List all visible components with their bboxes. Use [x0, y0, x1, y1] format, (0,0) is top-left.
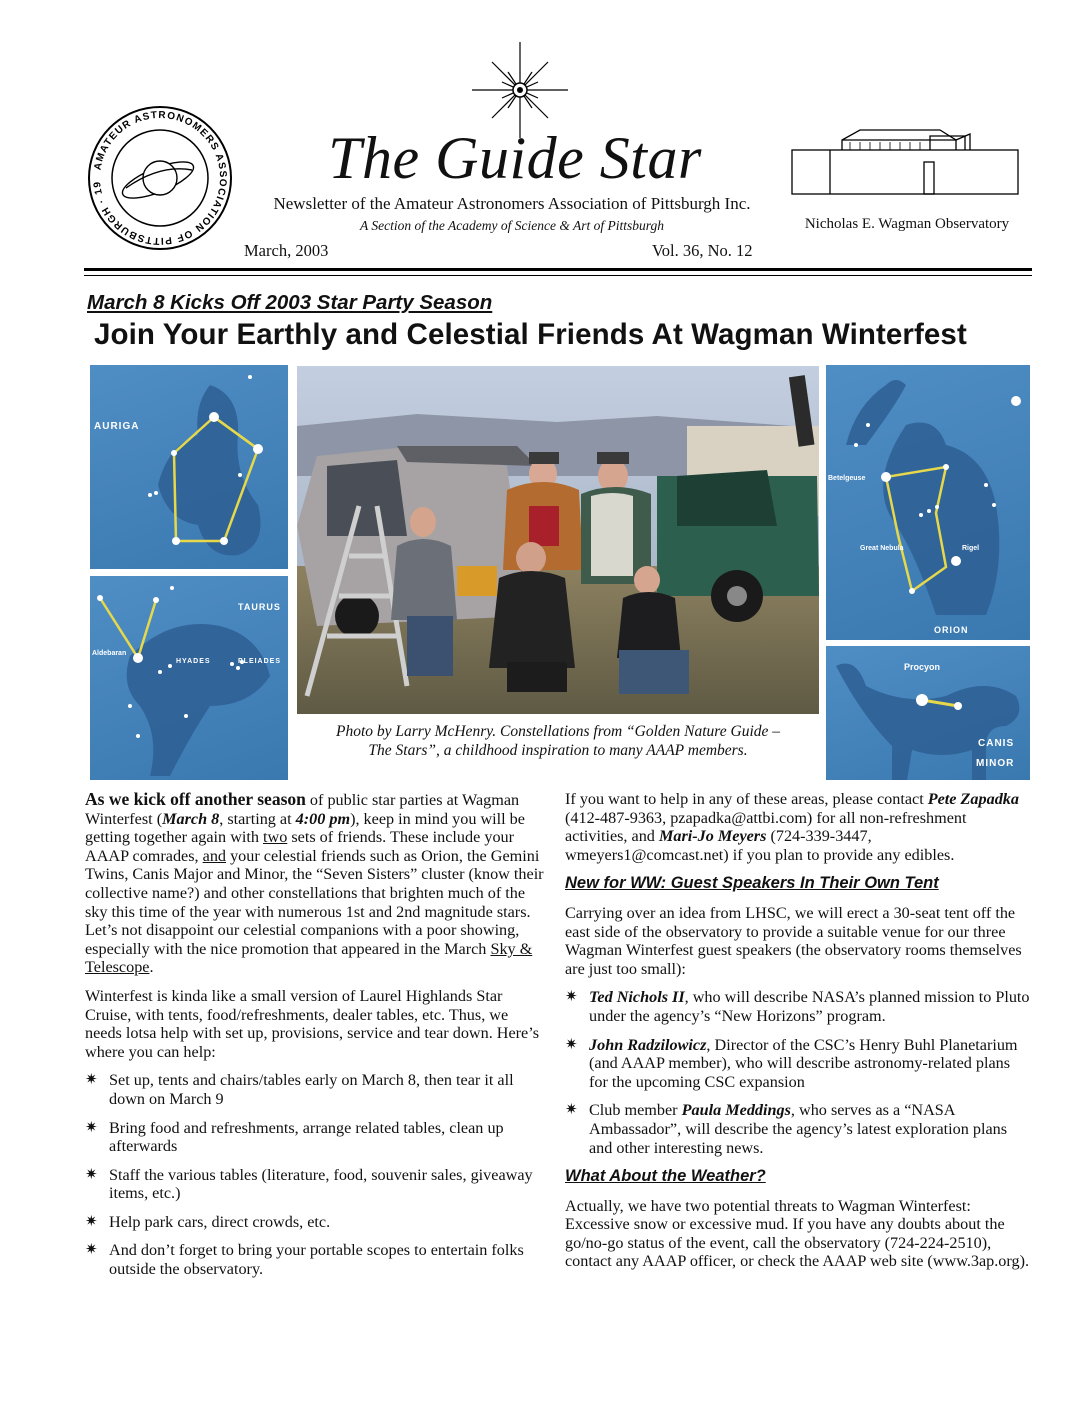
help-list — [85, 1071, 547, 1278]
chart-label-betelgeuse: Betelgeuse — [828, 475, 866, 482]
chart-label-rigel: Rigel — [962, 545, 980, 552]
article-headline: Join Your Earthly and Celestial Friends At Wagman Winterfest — [94, 318, 967, 351]
photo-caption — [297, 722, 819, 760]
caption-line-1: Photo by Larry McHenry. Constellations from “Golden Nature Guide – — [335, 723, 781, 740]
star-bullet-icon: ✷ — [565, 1036, 578, 1053]
aaap-logo — [86, 104, 234, 252]
star-bullet-icon: ✷ — [85, 1072, 98, 1089]
chart-label-aldebaran: Aldebaran — [92, 650, 127, 657]
contact-marijo: Mari-Jo Meyers — [658, 827, 767, 846]
caption-line-2: The Stars”, a childhood inspiration to many AAAP members. — [368, 742, 748, 759]
star-bullet-icon: ✷ — [565, 989, 578, 1006]
chart-label-procyon: Procyon — [904, 662, 941, 672]
article-kicker: March 8 Kicks Off 2003 Star Party Season — [87, 291, 493, 314]
list-item: ✷ Staff the various tables (literature, food, souvenir sales, giveaway items, etc.) — [85, 1165, 533, 1203]
star-bullet-icon: ✷ — [85, 1119, 98, 1136]
chart-label-great-nebula: Great Nebula — [860, 545, 904, 552]
subhead-guest-speakers: New for WW: Guest Speakers In Their Own Tent — [565, 874, 939, 893]
contact-pete: Pete Zapadka — [927, 790, 1019, 808]
subhead-weather: What About the Weather? — [565, 1167, 766, 1186]
section-line: A Section of the Academy of Science & Art of Pittsburgh — [360, 218, 664, 233]
issue-date: March, 2003 — [244, 241, 329, 260]
help-paragraph: Winterfest is kinda like a small version of Laurel Highlands Star Cruise, with tents, food/refreshments, dealer tables, etc. Thus, we needs lotsa help with set up, provisions, service and tear down. Here’s where you can help: — [85, 986, 540, 1061]
issue-volume: Vol. 36, No. 12 — [652, 241, 753, 260]
right-column — [565, 790, 1031, 1281]
winterfest-group-photo — [297, 366, 819, 714]
taurus-chart — [90, 576, 288, 780]
newsletter-title: The Guide Star — [328, 125, 702, 191]
chart-label-orion: ORION — [934, 625, 969, 635]
canis-minor-chart — [826, 646, 1030, 780]
header-rule-thin — [84, 275, 1032, 276]
intro-lead: As we kick off another season — [85, 789, 306, 809]
chart-label-auriga: AURIGA — [94, 421, 140, 432]
chart-label-hyades: HYADES — [176, 658, 211, 665]
intro-paragraph: As we kick off another season of public star parties at Wagman Winterfest (March 8, starting at 4:00 pm), keep in mind you will be getting together again with two sets of friends. These include your AAAP comrades, and your celestial friends such as Orion, the Gemini Twins, Canis Major and Minor, the “Seven Sisters” cluster (know their collective name?) and other constellations that brighten much of the sky this time of the year with numerous 1st and 2nd magnitude stars. Let’s not disappoint our celestial companions with a poor showing, especially with the nice promotion that appeared in the March Sky & Telescope. — [85, 789, 544, 977]
list-item: ✷ Ted Nichols II, who will describe NASA’s planned mission to Pluto under the agency’s “New Horizons” program. — [565, 988, 1030, 1025]
chart-label-taurus: TAURUS — [238, 602, 281, 612]
observatory-caption: Nicholas E. Wagman Observatory — [804, 216, 1010, 232]
chart-label-minor: MINOR — [976, 758, 1015, 769]
list-item: ✷ Club member Paula Meddings, who serves as a “NASA Ambassador”, will describe the agency’s latest exploration plans and other interesting news. — [565, 1101, 1008, 1157]
orion-chart — [826, 365, 1030, 640]
list-item: ✷ Bring food and refreshments, arrange related tables, clean up afterwards — [85, 1118, 504, 1156]
star-bullet-icon: ✷ — [565, 1102, 578, 1119]
star-bullet-icon: ✷ — [85, 1242, 98, 1259]
observatory-icon — [790, 126, 1022, 198]
contact-paragraph: If you want to help in any of these areas, please contact Pete Zapadka (412-487-9363, pzapadka@attbi.com) for all non-refreshment activities, and Mari-Jo Meyers (724-339-3447, wmeyers1@comcast.net) if you plan to provide any edibles. — [565, 790, 1019, 864]
header-rule — [84, 268, 1032, 271]
auriga-chart — [90, 365, 288, 569]
star-bullet-icon: ✷ — [85, 1166, 98, 1183]
sky-telescope-ref: Sky & Telescope — [85, 939, 533, 977]
observatory-drawing — [790, 126, 1022, 198]
svg-text:AMATEUR ASTRONOMERS ASSOCIATIO: AMATEUR ASTRONOMERS ASSOCIATION OF PITTSBURGH · 19 — [91, 109, 229, 247]
event-date: March 8 — [162, 809, 220, 828]
star-bullet-icon: ✷ — [85, 1213, 98, 1230]
left-column — [85, 790, 547, 1289]
logo-seal-icon — [86, 104, 234, 252]
speaker-list — [565, 988, 1031, 1157]
newsletter-subtitle: Newsletter of the Amateur Astronomers Association of Pittsburgh Inc. — [273, 194, 751, 213]
speakers-paragraph: Carrying over an idea from LHSC, we will erect a 30-seat tent off the east side of the observatory to provide a suitable venue for our three Wagman Winterfest guest speakers (the observatory rooms themselves are just too small): — [565, 903, 1022, 978]
chart-label-pleiades: PLEIADES — [238, 658, 282, 665]
list-item: ✷ And don’t forget to bring your portable scopes to entertain folks outside the observatory. — [85, 1241, 524, 1279]
event-time: 4:00 pm — [295, 809, 351, 828]
list-item: ✷ Help park cars, direct crowds, etc. — [85, 1212, 331, 1231]
list-item: ✷ John Radzilowicz, Director of the CSC’s Henry Buhl Planetarium (and AAAP member), who will describe astronomy-related plans for the upcoming CSC expansion — [565, 1035, 1018, 1091]
weather-paragraph: Actually, we have two potential threats to Wagman Winterfest: Excessive snow or excessive mud. If you have any doubts about the go/no-go status of the event, call the observatory (724-224-2510), contact any AAAP officer, or check the AAAP web site (www.3ap.org). — [565, 1196, 1030, 1271]
chart-label-canis: CANIS — [978, 738, 1015, 749]
list-item: ✷ Set up, tents and chairs/tables early on March 8, then tear it all down on March 9 — [85, 1071, 514, 1108]
